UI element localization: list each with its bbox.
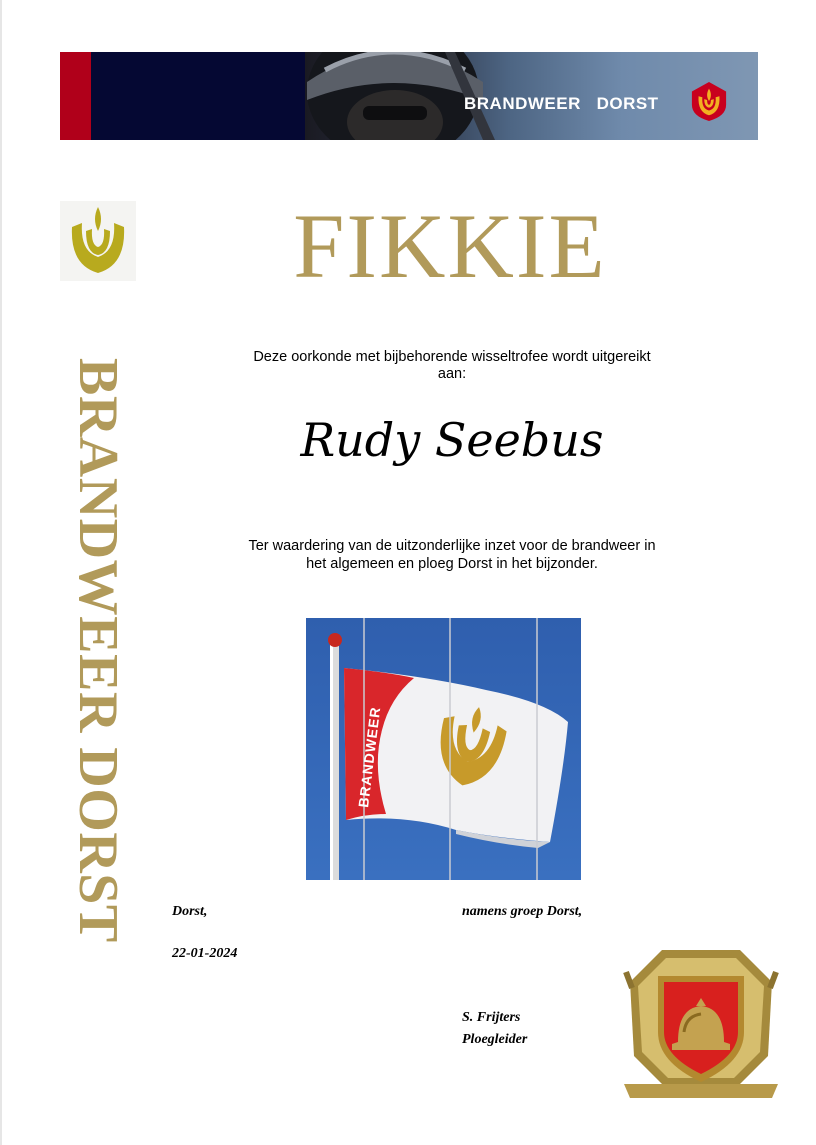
banner-flame-logo-icon [690, 80, 728, 127]
signature-place: Dorst, [172, 904, 208, 919]
fire-helmet-crest-icon [622, 936, 780, 1109]
brandweer-flag-photo [306, 618, 581, 880]
page-edge [0, 0, 2, 1145]
recipient-name: Rudy Seebus [300, 413, 604, 467]
brandweer-flame-logo-icon [60, 201, 136, 281]
banner-navy-block [91, 52, 305, 140]
side-vertical-text: BRANDWEER DORST [67, 357, 129, 943]
appreciation-line-2: het algemeen en ploeg Dorst in het bijzonder. [306, 556, 598, 572]
banner-red-stripe [60, 52, 91, 140]
banner-brand-right: DORST [596, 94, 659, 113]
appreciation-text [200, 537, 704, 573]
side-vertical-title [52, 330, 144, 970]
header-banner [60, 52, 758, 140]
signature-on-behalf: namens groep Dorst, [462, 904, 583, 919]
certificate-intro [200, 349, 704, 383]
signature-name: S. Frijters [462, 1010, 521, 1025]
flag-text: BRANDWEER [355, 705, 384, 809]
signature-date: 22-01-2024 [172, 946, 238, 961]
banner-brand-left: BRANDWEER [464, 94, 581, 113]
signature-role: Ploegleider [462, 1032, 528, 1047]
certificate-title: FIKKIE [293, 195, 607, 297]
intro-line-1: Deze oorkonde met bijbehorende wisseltrofee wordt uitgereikt [253, 349, 651, 365]
banner-brand-text [464, 94, 659, 114]
appreciation-line-1: Ter waardering van de uitzonderlijke inzet voor de brandweer in [248, 538, 656, 554]
intro-line-2: aan: [437, 366, 467, 382]
